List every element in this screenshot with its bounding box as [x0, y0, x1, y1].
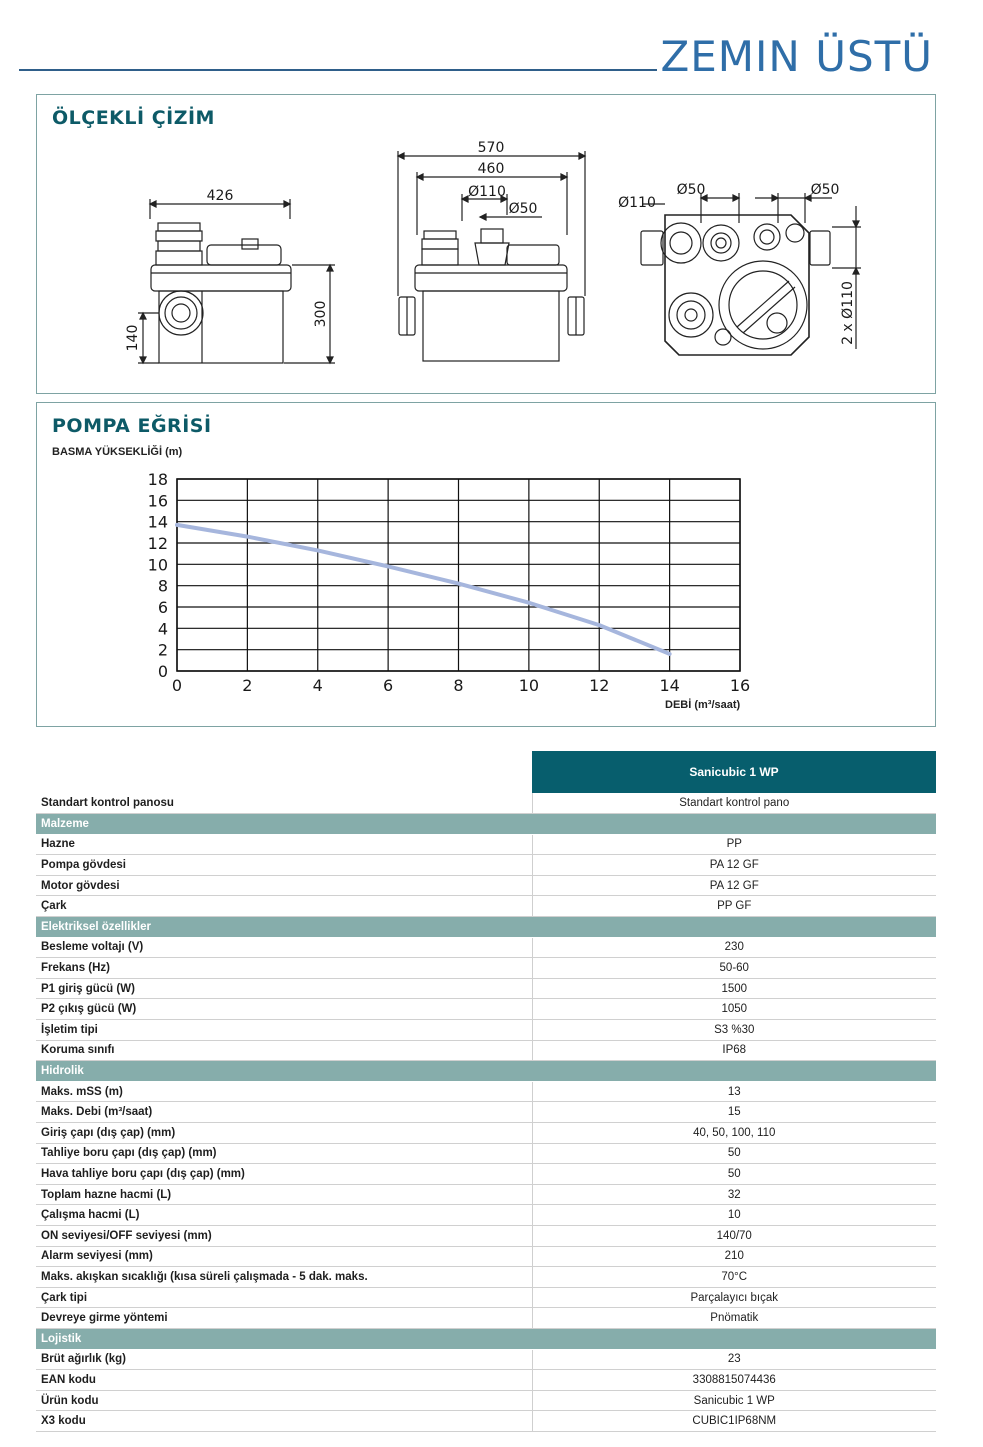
spec-value: PA 12 GF — [532, 875, 936, 896]
spec-value: 210 — [532, 1246, 936, 1267]
spec-value: 3308815074436 — [532, 1370, 936, 1391]
spec-value: 15 — [532, 1102, 936, 1123]
y-tick-label: 0 — [157, 662, 168, 681]
spec-value: Pnömatik — [532, 1308, 936, 1329]
table-row — [36, 999, 936, 1020]
spec-label: Standart kontrol panosu — [36, 793, 532, 814]
pump-curve-panel — [36, 402, 936, 727]
spec-label: P1 giriş gücü (W) — [36, 978, 532, 999]
spec-label: Giriş çapı (dış çap) (mm) — [36, 1123, 532, 1144]
table-row — [36, 855, 936, 876]
y-tick-label: 16 — [147, 491, 168, 511]
spec-label: Devreye girme yöntemi — [36, 1308, 532, 1329]
drawing-title: ÖLÇEKLİ ÇİZİM — [52, 107, 215, 129]
spec-value: 230 — [532, 937, 936, 958]
spec-label: Brüt ağırlık (kg) — [36, 1349, 532, 1370]
spec-value: S3 %30 — [532, 1020, 936, 1041]
table-row — [36, 1020, 936, 1041]
spec-label: Hazne — [36, 834, 532, 855]
table-section-row — [36, 1328, 936, 1349]
spec-label: İşletim tipi — [36, 1020, 532, 1041]
spec-label: Çalışma hacmi (L) — [36, 1205, 532, 1226]
spec-label: X3 kodu — [36, 1411, 532, 1432]
spec-label: Hava tahliye boru çapı (dış çap) (mm) — [36, 1164, 532, 1185]
dim-front-overall: 570 — [477, 140, 505, 156]
spec-value: 50 — [532, 1164, 936, 1185]
spec-value: Sanicubic 1 WP — [532, 1390, 936, 1411]
spec-value: 70°C — [532, 1267, 936, 1288]
x-tick-label: 16 — [729, 676, 751, 695]
spec-label: Pompa gövdesi — [36, 855, 532, 876]
table-row — [36, 1370, 936, 1391]
spec-label: Toplam hazne hacmi (L) — [36, 1184, 532, 1205]
table-row — [36, 1225, 936, 1246]
y-tick-label: 10 — [147, 555, 168, 575]
table-row — [36, 1308, 936, 1329]
page-title: ZEMIN ÜSTÜ — [660, 32, 933, 81]
spec-value: IP68 — [532, 1040, 936, 1061]
table-header-blank — [36, 751, 532, 793]
top-view-drawing — [641, 193, 861, 355]
front-view-drawing — [398, 151, 585, 361]
spec-value: CUBIC1IP68NM — [532, 1411, 936, 1432]
spec-value: Parçalayıcı bıçak — [532, 1287, 936, 1308]
table-row — [36, 1246, 936, 1267]
table-row — [36, 1390, 936, 1411]
section-title: Elektriksel özellikler — [36, 917, 936, 938]
dim-side-width: 426 — [206, 188, 234, 204]
dim-front-d110: Ø110 — [468, 184, 506, 200]
scale-drawing — [37, 95, 935, 393]
spec-value: 32 — [532, 1184, 936, 1205]
table-row — [36, 978, 936, 999]
spec-label: Frekans (Hz) — [36, 958, 532, 979]
spec-value: 13 — [532, 1081, 936, 1102]
table-row — [36, 1411, 936, 1432]
y-tick-label: 12 — [147, 534, 168, 553]
x-tick-label: 2 — [242, 676, 253, 695]
table-section-row — [36, 814, 936, 835]
x-tick-label: 0 — [171, 676, 183, 695]
table-row — [36, 1143, 936, 1164]
y-tick-label: 8 — [157, 576, 168, 596]
spec-label: Ürün kodu — [36, 1390, 532, 1411]
dim-side-height: 300 — [313, 300, 329, 328]
table-row — [36, 1040, 936, 1061]
drawing-panel — [36, 94, 936, 394]
section-title: Lojistik — [36, 1328, 936, 1349]
section-title: Hidrolik — [36, 1061, 936, 1082]
x-tick-label: 4 — [312, 676, 323, 695]
table-row — [36, 834, 936, 855]
table-row — [36, 896, 936, 917]
section-title: Malzeme — [36, 814, 936, 835]
table-section-row — [36, 917, 936, 938]
y-tick-label: 6 — [157, 598, 168, 617]
spec-label: Alarm seviyesi (mm) — [36, 1246, 532, 1267]
curve-title: POMPA EĞRİSİ — [52, 415, 212, 437]
spec-value: 1500 — [532, 978, 936, 999]
spec-label: ON seviyesi/OFF seviyesi (mm) — [36, 1225, 532, 1246]
product-name-header: Sanicubic 1 WP — [532, 751, 936, 793]
spec-value: PP — [532, 834, 936, 855]
spec-table — [36, 751, 936, 1432]
side-view-drawing — [138, 199, 335, 363]
table-row — [36, 958, 936, 979]
table-row — [36, 1287, 936, 1308]
dim-front-d50: Ø50 — [508, 201, 538, 217]
spec-label: P2 çıkış gücü (W) — [36, 999, 532, 1020]
spec-label: Çark — [36, 896, 532, 917]
dim-top-side: 2 x Ø110 — [840, 281, 856, 345]
y-tick-label: 2 — [157, 640, 168, 660]
spec-value: 23 — [532, 1349, 936, 1370]
spec-value: Standart kontrol pano — [532, 793, 936, 814]
spec-label: Koruma sınıfı — [36, 1040, 532, 1061]
x-tick-label: 10 — [518, 676, 540, 695]
x-axis-label: DEBİ (m³/saat) — [665, 699, 741, 711]
spec-label: Maks. akışkan sıcaklığı (kısa süreli çalışmada - 5 dak. maks. — [36, 1267, 532, 1288]
y-axis-label: BASMA YÜKSEKLİĞİ (m) — [52, 446, 183, 458]
x-tick-label: 6 — [383, 676, 394, 695]
table-row — [36, 1081, 936, 1102]
table-row — [36, 1102, 936, 1123]
table-row — [36, 875, 936, 896]
dim-side-inlet: 140 — [125, 324, 141, 352]
dim-top-d110: Ø110 — [618, 195, 656, 211]
spec-label: EAN kodu — [36, 1370, 532, 1391]
table-row — [36, 937, 936, 958]
pump-curve-line — [177, 525, 670, 654]
pump-curve-chart — [37, 403, 935, 726]
y-tick-label: 14 — [147, 512, 168, 532]
spec-label: Besleme voltajı (V) — [36, 937, 532, 958]
table-row — [36, 793, 936, 814]
spec-value: 10 — [532, 1205, 936, 1226]
spec-value: 40, 50, 100, 110 — [532, 1123, 936, 1144]
header-rule — [19, 69, 657, 71]
dim-top-d50-left: Ø50 — [676, 182, 706, 198]
y-tick-label: 18 — [147, 470, 168, 489]
spec-value: 50 — [532, 1143, 936, 1164]
spec-value: 140/70 — [532, 1225, 936, 1246]
dim-front-body: 460 — [477, 161, 505, 177]
spec-label: Maks. Debi (m³/saat) — [36, 1102, 532, 1123]
spec-value: PA 12 GF — [532, 855, 936, 876]
spec-value: PP GF — [532, 896, 936, 917]
table-row — [36, 1123, 936, 1144]
spec-value: 50-60 — [532, 958, 936, 979]
x-tick-label: 12 — [589, 676, 610, 695]
table-row — [36, 1349, 936, 1370]
table-row — [36, 1267, 936, 1288]
spec-label: Maks. mSS (m) — [36, 1081, 532, 1102]
spec-value: 1050 — [532, 999, 936, 1020]
spec-label: Tahliye boru çapı (dış çap) (mm) — [36, 1143, 532, 1164]
x-tick-label: 8 — [453, 676, 464, 695]
spec-label: Motor gövdesi — [36, 875, 532, 896]
spec-label: Çark tipi — [36, 1287, 532, 1308]
x-tick-label: 14 — [659, 676, 680, 695]
y-tick-label: 4 — [157, 619, 168, 639]
table-section-row — [36, 1061, 936, 1082]
table-row — [36, 1205, 936, 1226]
table-header-row — [36, 751, 936, 793]
dim-top-d50-right: Ø50 — [810, 182, 840, 198]
table-row — [36, 1184, 936, 1205]
table-row — [36, 1164, 936, 1185]
